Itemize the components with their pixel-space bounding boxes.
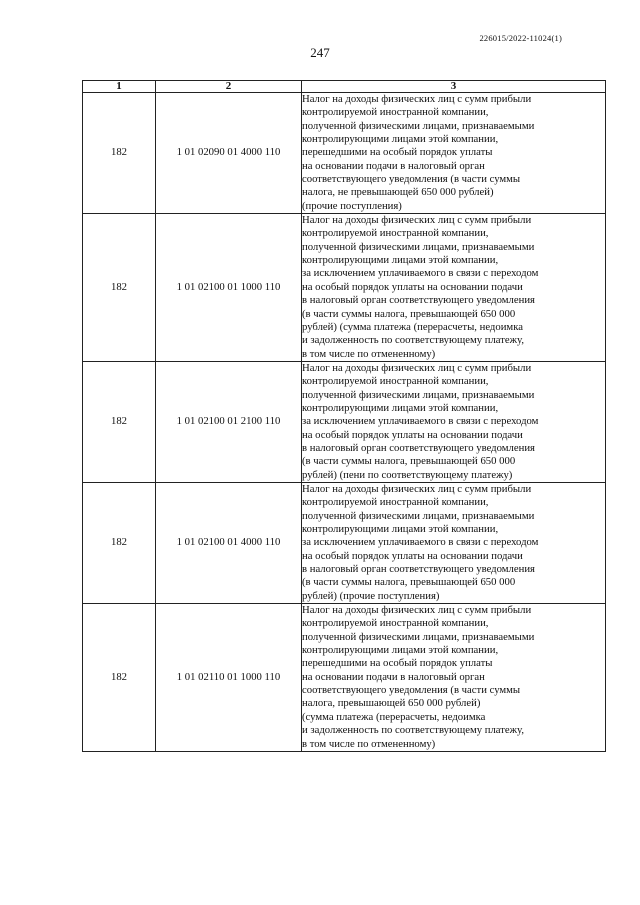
admin-code-cell: 182 (83, 604, 156, 752)
column-header-3: 3 (302, 81, 606, 93)
table-row (83, 214, 606, 362)
budget-code-cell: 1 01 02110 01 1000 110 (156, 604, 302, 752)
table-row (83, 361, 606, 482)
budget-code-cell: 1 01 02100 01 4000 110 (156, 482, 302, 603)
description-cell: Налог на доходы физических лиц с сумм прибыли контролируемой иностранной компании, полученной физическими лицами, признаваемыми контролирующими лицами этой компании, за исключением уплачиваемого в связи с переходом на особый порядок уплаты на основании подачи в налоговый орган соответствующего уведомления (в части суммы налога, превышающей 650 000 рублей) (прочие поступления) (302, 482, 606, 603)
budget-code-table (82, 80, 606, 752)
description-cell: Налог на доходы физических лиц с сумм прибыли контролируемой иностранной компании, полученной физическими лицами, признаваемыми контролирующими лицами этой компании, перешедшими на особый порядок уплаты на основании подачи в налоговый орган соответствующего уведомления (в части суммы налога, не превышающей 650 000 рублей) (прочие поступления) (302, 93, 606, 214)
table-row (83, 604, 606, 752)
document-id: 226015/2022-11024(1) (479, 33, 562, 43)
column-header-1: 1 (83, 81, 156, 93)
page-number: 247 (310, 45, 330, 60)
admin-code-cell: 182 (83, 214, 156, 362)
admin-code-cell: 182 (83, 361, 156, 482)
description-cell: Налог на доходы физических лиц с сумм прибыли контролируемой иностранной компании, полученной физическими лицами, признаваемыми контролирующими лицами этой компании, за исключением уплачиваемого в связи с переходом на особый порядок уплаты на основании подачи в налоговый орган соответствующего уведомления (в части суммы налога, превышающей 650 000 рублей) (пени по соответствующему платежу) (302, 361, 606, 482)
column-header-2: 2 (156, 81, 302, 93)
table-row (83, 93, 606, 214)
budget-code-cell: 1 01 02090 01 4000 110 (156, 93, 302, 214)
description-cell: Налог на доходы физических лиц с сумм прибыли контролируемой иностранной компании, полученной физическими лицами, признаваемыми контролирующими лицами этой компании, за исключением уплачиваемого в связи с переходом на особый порядок уплаты на основании подачи в налоговый орган соответствующего уведомления (в части суммы налога, превышающей 650 000 рублей) (сумма платежа (перерасчеты, недоимка и задолженность по соответствующему платежу, в том числе по отмененному) (302, 214, 606, 362)
admin-code-cell: 182 (83, 93, 156, 214)
description-cell: Налог на доходы физических лиц с сумм прибыли контролируемой иностранной компании, полученной физическими лицами, признаваемыми контролирующими лицами этой компании, перешедшими на особый порядок уплаты на основании подачи в налоговый орган соответствующего уведомления (в части суммы налога, превышающей 650 000 рублей) (сумма платежа (перерасчеты, недоимка и задолженность по соответствующему платежу, в том числе по отмененному) (302, 604, 606, 752)
budget-code-cell: 1 01 02100 01 2100 110 (156, 361, 302, 482)
budget-code-cell: 1 01 02100 01 1000 110 (156, 214, 302, 362)
admin-code-cell: 182 (83, 482, 156, 603)
table-row (83, 482, 606, 603)
table-header-row (83, 81, 606, 93)
